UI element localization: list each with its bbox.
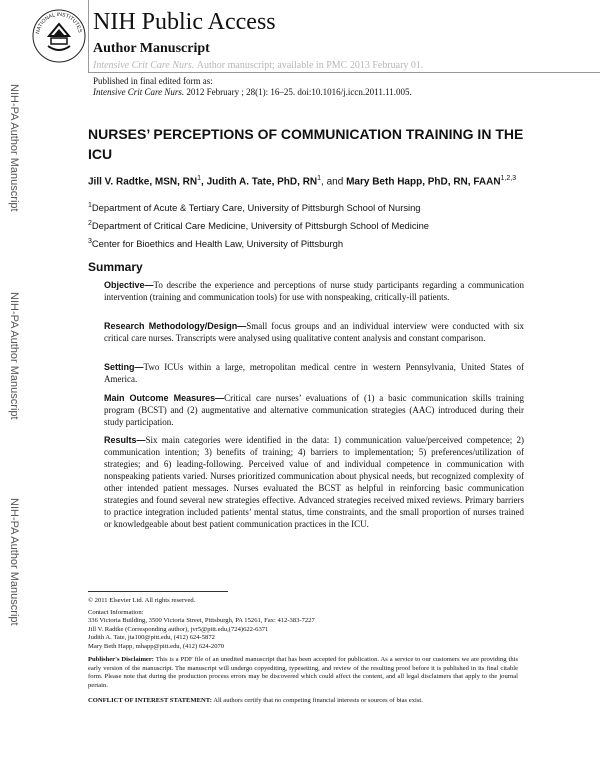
- section-label: Setting—: [104, 362, 144, 372]
- author-sup: 1: [317, 175, 322, 182]
- header-divider: [88, 72, 600, 73]
- contact-line: 336 Victoria Building, 3500 Victoria Street, Pittsburgh, PA 15261, Fax: 412-383-7227: [88, 617, 315, 624]
- header-divider-vertical: [88, 0, 89, 73]
- svg-text:NATIONAL INSTITUTES OF HEALTH: [31, 8, 83, 35]
- affiliation-text: Department of Acute & Tertiary Care, University of Pittsburgh School of Nursing: [91, 202, 421, 214]
- conflict-of-interest: [88, 697, 518, 706]
- logo-text: NATIONAL INSTITUTES: [35, 11, 83, 35]
- article-title: NURSES’ PERCEPTIONS OF COMMUNICATION TRAINING IN THE ICU: [88, 126, 524, 162]
- nih-logo: [31, 8, 87, 64]
- author-name: Jill V. Radtke, MSN, RN: [88, 176, 198, 188]
- section-label: Objective—: [104, 280, 154, 290]
- author-name: Mary Beth Happ, PhD, RN, FAAN: [346, 176, 501, 188]
- contact-line: Mary Beth Happ, mhapp@pitt.edu, (412) 624-2070: [88, 643, 225, 650]
- citation-details: 2012 February ; 28(1): 16–25. doi:10.1016/j.iccn.2011.11.005.: [186, 87, 412, 97]
- author-name: Judith A. Tate, PhD, RN: [206, 176, 318, 188]
- author-sup: 1,2,3: [500, 175, 517, 182]
- copyright: © 2011 Elsevier Ltd. All rights reserved.: [88, 597, 196, 604]
- coi-label: CONFLICT OF INTEREST STATEMENT:: [88, 697, 212, 704]
- publisher-disclaimer: [88, 656, 518, 690]
- section-label: Main Outcome Measures—: [104, 393, 225, 403]
- author-manuscript-label: Author Manuscript: [93, 41, 210, 56]
- summary-objective: [104, 279, 524, 303]
- availability-text: Author manuscript; available in PMC 2013 February 01.: [196, 60, 424, 71]
- section-label: Results—: [104, 435, 146, 445]
- section-text: Six main categories were identified in the data: 1) communication value/perceived competence; 2) communication intention; 3) benefits of training; 4) barriers to implementation; 5) preferences/utilization of strategies; and 6) leading-following. Perceived value of and individual competence in communication with nonspeaking patients varied. Nurses prioritized communication about physical needs, but recognized complexity of other intended patient messages. Nurses evaluated the BCST as helpful in reinforcing basic communication strategies and found several new strategies effective. Advanced strategies received mixed reviews. Primary barriers to practice integration included patients’ mental status, time constraints, and the small proportion of nurses trained or knowledgeable about best patient communication practices in the ICU.: [104, 435, 524, 529]
- summary-outcome-measures: [104, 392, 524, 428]
- summary-methodology: [104, 320, 524, 344]
- contact-label: Contact Information:: [88, 609, 144, 616]
- section-text: Two ICUs within a large, metropolitan medical centre in western Pennsylvania, United States of America.: [104, 362, 524, 384]
- author-list: Jill V. Radtke, MSN, $RN^1$, Judith A. Tate, PhD, $RN^1$, and Mary Beth Happ, PhD, RN, FAAN$^{1,2,3}$: [88, 175, 517, 188]
- nih-public-access-title: NIH Public Access: [93, 9, 276, 35]
- side-label-2: NIH-PA Author Manuscript: [8, 292, 20, 420]
- affiliation-sup: 2: [88, 220, 92, 227]
- contact-line: Judith A. Tate, jta100@pitt.edu, (412) 624-5872: [88, 634, 215, 641]
- disclaimer-label: Publisher's Disclaimer:: [88, 656, 154, 663]
- section-label: Research Methodology/Design—: [104, 321, 247, 331]
- availability-journal: Intensive Crit Care Nurs.: [93, 60, 195, 71]
- citation-journal: Intensive Crit Care Nurs.: [93, 87, 185, 97]
- author-sup: 1: [197, 175, 202, 182]
- availability-line: [93, 60, 423, 71]
- summary-results: [104, 434, 524, 530]
- section-text: To describe the experience and perceptions of nurse study participants regarding a communication intervention (training and communication tools) for use with nonspeaking, critically-ill patients.: [104, 280, 524, 302]
- citation-line: [93, 87, 412, 98]
- section-text: Critical care nurses’ evaluations of (1) a basic communication skills training program (BCST) and (2) augmentative and alternative communication strategies (AAC) introduced during their study participation.: [104, 393, 525, 427]
- disclaimer-text: This is a PDF file of an unedited manuscript that has been accepted for publication. As a service to our customers we are providing this early version of the manuscript. The manuscript will undergo copyediting, typesetting, and review of the resulting proof before it is published in its final citable form. Please note that during the production process errors may be discovered which could affect the content, and all legal disclaimers that apply to the journal pertain.: [88, 656, 519, 689]
- affiliation-text: Center for Bioethics and Health Law, University of Pittsburgh: [91, 238, 344, 250]
- contact-line: Jill V. Radtke (Corresponding author), jvr5@pitt.edu,(724)622-6371: [88, 626, 269, 633]
- affiliation-3: [88, 236, 343, 249]
- affiliation-2: [88, 218, 429, 231]
- affiliation-sup: 3: [88, 238, 92, 245]
- published-in-label: Published in final edited form as:: [93, 76, 213, 86]
- affiliation-sup: 1: [88, 202, 92, 209]
- summary-heading: Summary: [88, 260, 143, 274]
- summary-setting: [104, 361, 524, 385]
- footnote-divider: [88, 591, 228, 592]
- coi-text: All authors certify that no competing financial interests or sources of bias exist.: [213, 697, 423, 704]
- side-label-1: NIH-PA Author Manuscript: [8, 84, 20, 212]
- side-label-3: NIH-PA Author Manuscript: [8, 498, 20, 626]
- section-text: Small focus groups and an individual interview were conducted with six critical care nurses. Transcripts were analysed using qualitative content analysis and constant comparison.: [104, 321, 524, 343]
- author-and: , and: [321, 176, 344, 188]
- affiliation-1: [88, 200, 421, 213]
- affiliation-text: Department of Critical Care Medicine, University of Pittsburgh School of Medicine: [91, 220, 430, 232]
